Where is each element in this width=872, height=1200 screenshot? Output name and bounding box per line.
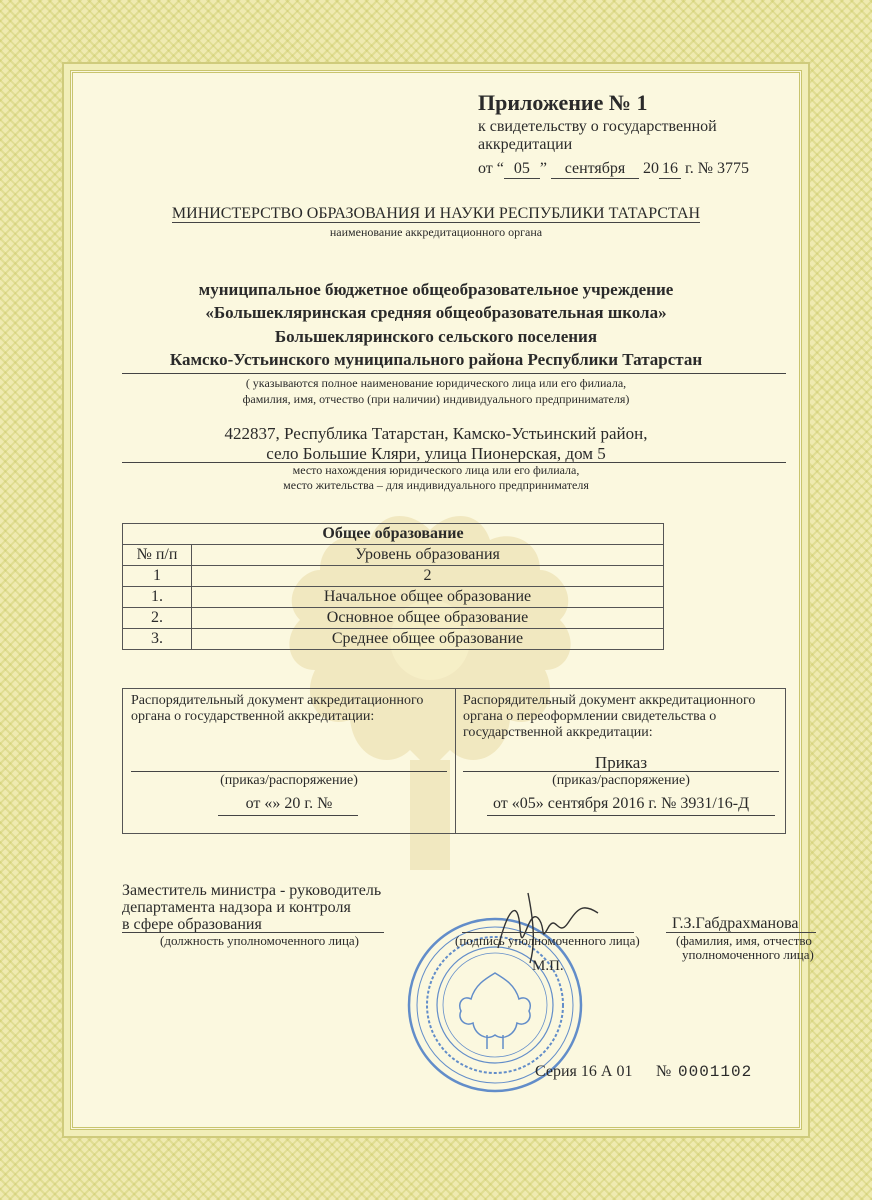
right-heading-1: Распорядительный документ аккредитационного	[463, 693, 756, 708]
left-caption: (приказ/распоряжение)	[220, 773, 358, 788]
table-row	[123, 629, 664, 650]
signatory-name: Г.З.Габдрахманова	[672, 915, 799, 932]
org-line-1: муниципальное бюджетное общеобразовательное учреждение	[198, 280, 674, 299]
right-heading-2: органа о переоформлении свидетельства о	[463, 709, 717, 724]
name-caption-2: уполномоченного лица)	[682, 947, 814, 962]
right-caption: (приказ/распоряжение)	[552, 773, 690, 788]
appendix-subtitle: к свидетельству о государственной	[478, 118, 717, 135]
signature-caption: (подпись уполномоченного лица)	[455, 933, 640, 948]
left-date: от «» 20 г. №	[245, 795, 333, 812]
row-level: Среднее общее образование	[192, 629, 664, 650]
table-row	[123, 608, 664, 629]
column-header-number: № п/п	[123, 545, 192, 566]
ministry-caption: наименование аккредитационного органа	[329, 225, 543, 239]
row-level: Начальное общее образование	[192, 587, 664, 608]
left-type-underline	[131, 771, 447, 772]
date-mid: ”	[539, 160, 547, 177]
table-index-row	[123, 566, 664, 587]
date-prefix: от “	[478, 160, 504, 177]
column-index-2: 2	[192, 566, 664, 587]
ministry-name: МИНИСТЕРСТВО ОБРАЗОВАНИЯ И НАУКИ РЕСПУБЛИКИ ТАТАРСТАН	[171, 205, 701, 222]
address-line-1: 422837, Республика Татарстан, Камско-Устьинский район,	[224, 424, 648, 443]
org-caption-1: ( указываются полное наименование юридического лица или его филиала,	[245, 376, 627, 390]
column-header-level: Уровень образования	[192, 545, 664, 566]
right-document-type: Приказ	[594, 753, 648, 772]
right-heading-3: государственной аккредитации:	[463, 725, 653, 740]
appendix-title: Приложение № 1	[478, 90, 648, 115]
accreditation-documents-box	[122, 688, 786, 834]
certificate-number: г. № 3775	[685, 160, 750, 177]
org-underline	[122, 373, 786, 374]
left-heading-2: органа о государственной аккредитации:	[131, 709, 375, 724]
education-levels-table	[122, 523, 664, 650]
seal-label: М.П.	[532, 958, 564, 974]
row-number: 2.	[123, 608, 192, 629]
table-title-row	[123, 524, 664, 545]
date-year: 16	[659, 160, 681, 179]
series-number-label: №	[656, 1063, 672, 1080]
signatory-position-1: Заместитель министра - руководитель	[122, 882, 382, 899]
appendix-date	[478, 160, 749, 179]
left-heading-1: Распорядительный документ аккредитационного	[131, 693, 424, 708]
address-line-2: село Большие Кляри, улица Пионерская, дом 5	[266, 444, 606, 463]
series-label: Серия 16 А 01	[535, 1063, 633, 1080]
right-date: от «05» сентября 2016 г. № 3931/16-Д	[492, 795, 750, 812]
name-caption-1: (фамилия, имя, отчество	[676, 933, 812, 948]
date-day: 05	[504, 160, 540, 179]
left-date-underline	[218, 815, 358, 816]
address-caption-1: место нахождения юридического лица или его филиала,	[292, 463, 580, 477]
row-level: Основное общее образование	[192, 608, 664, 629]
date-year-prefix: 20	[643, 160, 659, 177]
row-number: 3.	[123, 629, 192, 650]
column-index-1: 1	[123, 566, 192, 587]
org-line-2: «Большекляринская средняя общеобразовательная школа»	[205, 303, 667, 322]
series-number: 0001102	[678, 1063, 753, 1081]
right-date-underline	[487, 815, 775, 816]
table-header-row	[123, 545, 664, 566]
signatory-position-3: в сфере образования	[122, 916, 262, 933]
org-line-3: Большекляринского сельского поселения	[274, 327, 598, 346]
signatory-position-2: департамента надзора и контроля	[122, 899, 351, 916]
org-caption-2: фамилия, имя, отчество (при наличии) индивидуального предпринимателя)	[242, 392, 630, 406]
table-row	[123, 587, 664, 608]
signature-icon	[488, 888, 628, 968]
address-caption-2: место жительства – для индивидуального предпринимателя	[283, 478, 589, 492]
appendix-subtitle-2: аккредитации	[478, 136, 573, 153]
right-type-underline	[463, 771, 779, 772]
org-line-4: Камско-Устьинского муниципального района Республики Татарстан	[169, 350, 703, 369]
table-title: Общее образование	[123, 524, 664, 545]
row-number: 1.	[123, 587, 192, 608]
position-caption: (должность уполномоченного лица)	[160, 933, 360, 948]
date-month: сентября	[551, 160, 639, 179]
